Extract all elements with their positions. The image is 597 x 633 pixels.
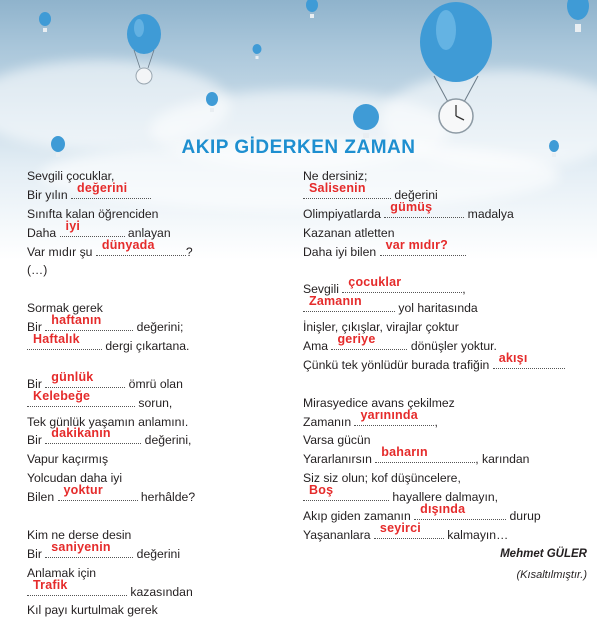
- line-text: Bir: [27, 546, 46, 561]
- handwritten-answer: günlük: [51, 369, 94, 384]
- line-text: dönüşler yoktur.: [407, 339, 497, 354]
- line-text: Sevgili: [303, 282, 343, 297]
- poem-line: Kıl payı kurtulmak gerek: [27, 603, 158, 618]
- line-text: Akıp giden zamanın: [303, 509, 415, 524]
- line-text: kalmayın…: [443, 527, 509, 542]
- fill-in-blank[interactable]: [27, 332, 102, 356]
- line-text: herhâlde?: [137, 490, 196, 505]
- handwritten-answer: gümüş: [390, 199, 433, 214]
- poem-line: Sevgili çocuklar,: [27, 169, 115, 183]
- handwritten-answer: geriye: [337, 332, 376, 347]
- line-text: ömrü olan: [125, 376, 183, 391]
- line-text: durup: [506, 509, 541, 524]
- poem-line: [303, 294, 593, 318]
- poem-left-column: [27, 167, 282, 620]
- line-text: Bir: [27, 433, 46, 448]
- poem-line: [27, 483, 282, 507]
- poem-line: [27, 388, 282, 413]
- poem-line: [27, 539, 282, 564]
- line-text: Çünkü tek yönlüdür burada trafiğin: [303, 357, 493, 372]
- handwritten-answer: var mıdır?: [385, 237, 448, 252]
- handwritten-answer: haftanın: [51, 313, 102, 328]
- poem-line: [303, 407, 593, 432]
- line-text: değerini: [133, 546, 181, 561]
- line-text: Daha iyi bilen: [303, 244, 380, 259]
- line-text: ,: [434, 414, 438, 429]
- line-text: dergi çıkartana.: [102, 339, 190, 354]
- poem-line: [303, 237, 593, 262]
- fill-in-blank[interactable]: [375, 445, 475, 469]
- fill-in-blank[interactable]: [303, 294, 395, 318]
- handwritten-answer: Trafik: [33, 577, 68, 592]
- poem-line: [303, 180, 593, 205]
- poem-line: [27, 180, 282, 205]
- line-text: Daha: [27, 225, 60, 240]
- handwritten-answer: çocuklar: [348, 275, 402, 290]
- handwritten-answer: dışında: [420, 502, 466, 517]
- stanza-gap: [27, 507, 282, 526]
- author-name: Mehmet GÜLER: [500, 548, 587, 560]
- poem-line: İnişler, çıkışlar, virajlar çoktur: [303, 320, 459, 335]
- poem-line: [27, 426, 282, 450]
- poem-line: Kim ne derse desin: [27, 527, 132, 542]
- poem-title: AKIP GİDERKEN ZAMAN: [181, 137, 416, 158]
- poem-line: [27, 237, 282, 262]
- line-text: ?: [185, 244, 193, 259]
- handwritten-answer: iyi: [65, 218, 81, 233]
- poem-line: Sınıfta kalan öğrenciden: [27, 206, 159, 221]
- fill-in-blank[interactable]: [96, 237, 186, 262]
- handwritten-answer: seyirci: [379, 520, 421, 535]
- balloon-icon: [566, 0, 590, 40]
- poem-right-column: [303, 167, 593, 545]
- fill-in-blank[interactable]: [331, 332, 407, 356]
- line-text: , karından: [475, 452, 530, 467]
- fill-in-blank[interactable]: [27, 577, 127, 602]
- poem-line: Ne dersiniz;: [303, 169, 368, 183]
- handwritten-answer: dünyada: [101, 237, 155, 252]
- poem-line: Mirasyedice avans çekilmez: [303, 395, 455, 410]
- line-text: Yaşananlara: [303, 527, 374, 542]
- line-text: yol haritasında: [395, 301, 478, 316]
- fill-in-blank[interactable]: [71, 180, 151, 205]
- stanza-gap: [303, 261, 593, 280]
- poem-line: Kazanan atletten: [303, 225, 395, 240]
- line-text: Ama: [303, 339, 332, 354]
- handwritten-answer: Haftalık: [33, 332, 80, 347]
- handwritten-answer: Boş: [309, 483, 334, 498]
- big-balloon-with-clock-icon: [418, 2, 494, 136]
- poem-line: [303, 520, 593, 545]
- line-text: kazasından: [127, 584, 193, 599]
- poem-line: Siz siz olun; kof düşüncelere,: [303, 471, 461, 486]
- line-text: hayallere dalmayın,: [389, 490, 499, 505]
- poem-line: Varsa gücün: [303, 433, 371, 448]
- line-text: sorun,: [135, 395, 173, 410]
- poem-line: [303, 332, 593, 356]
- fill-in-blank[interactable]: [303, 180, 391, 205]
- line-text: Bir yılın: [27, 187, 72, 202]
- poem-line: (…): [27, 263, 48, 278]
- fill-in-blank[interactable]: [414, 502, 506, 526]
- handwritten-answer: baharın: [381, 445, 428, 460]
- balloon-with-clock-icon: [126, 14, 162, 88]
- handwritten-answer: Zamanın: [309, 294, 362, 309]
- line-text: Bir: [27, 376, 46, 391]
- poem-line: Tek günlük yaşamın anlamını.: [27, 414, 189, 429]
- line-text: Bilen: [27, 490, 58, 505]
- line-text: Yararlanırsın: [303, 452, 376, 467]
- fill-in-blank[interactable]: [45, 539, 133, 564]
- fill-in-blank[interactable]: [493, 350, 565, 375]
- handwritten-answer: saniyenin: [51, 539, 111, 554]
- poem-line: [27, 332, 282, 356]
- poem-line: [303, 502, 593, 526]
- poem-line: Anlamak için: [27, 565, 97, 580]
- fill-in-blank[interactable]: [380, 237, 466, 262]
- abridged-note: (Kısaltılmıştır.): [516, 569, 587, 581]
- line-text: Bir: [27, 320, 46, 335]
- poem-line: Yolcudan daha iyi: [27, 471, 123, 486]
- handwritten-answer: değerini: [77, 180, 128, 195]
- line-text: anlayan: [124, 225, 171, 240]
- line-text: ,: [462, 282, 466, 297]
- line-text: Olimpiyatlarda: [303, 206, 385, 221]
- small-balloon-icon: [305, 0, 319, 20]
- line-text: Zamanın: [303, 414, 355, 429]
- fill-in-blank[interactable]: [374, 520, 444, 545]
- fill-in-blank[interactable]: [58, 483, 138, 507]
- fill-in-blank[interactable]: [354, 407, 434, 432]
- handwritten-answer: dakikanın: [51, 426, 111, 441]
- handwritten-answer: Salisenin: [309, 180, 366, 195]
- fill-in-blank[interactable]: [27, 388, 135, 413]
- line-text: değerini,: [141, 433, 192, 448]
- handwritten-answer: yarınında: [360, 407, 418, 422]
- handwritten-answer: Kelebeğe: [33, 388, 91, 403]
- line-text: değerini: [391, 187, 438, 202]
- poem-line: [303, 350, 593, 375]
- line-text: madalya: [464, 206, 514, 221]
- poem-line: [303, 445, 593, 469]
- small-balloon-icon: [205, 92, 219, 114]
- poem-line: Sormak gerek: [27, 301, 103, 316]
- balloon-icon: [352, 104, 380, 140]
- fill-in-blank[interactable]: [384, 199, 464, 224]
- small-balloon-icon: [252, 44, 262, 60]
- line-text: değerini;: [133, 320, 184, 335]
- fill-in-blank[interactable]: [303, 483, 389, 507]
- handwritten-answer: yoktur: [63, 483, 103, 498]
- poem-line: [27, 577, 282, 602]
- handwritten-answer: akışı: [498, 350, 528, 365]
- stanza-gap: [27, 280, 282, 299]
- poem-line: Vapur kaçırmış: [27, 452, 109, 467]
- poem-line: [303, 199, 593, 224]
- fill-in-blank[interactable]: [45, 426, 141, 450]
- stanza-gap: [303, 375, 593, 394]
- line-text: Var mıdır şu: [27, 244, 96, 259]
- small-balloon-icon: [38, 12, 52, 34]
